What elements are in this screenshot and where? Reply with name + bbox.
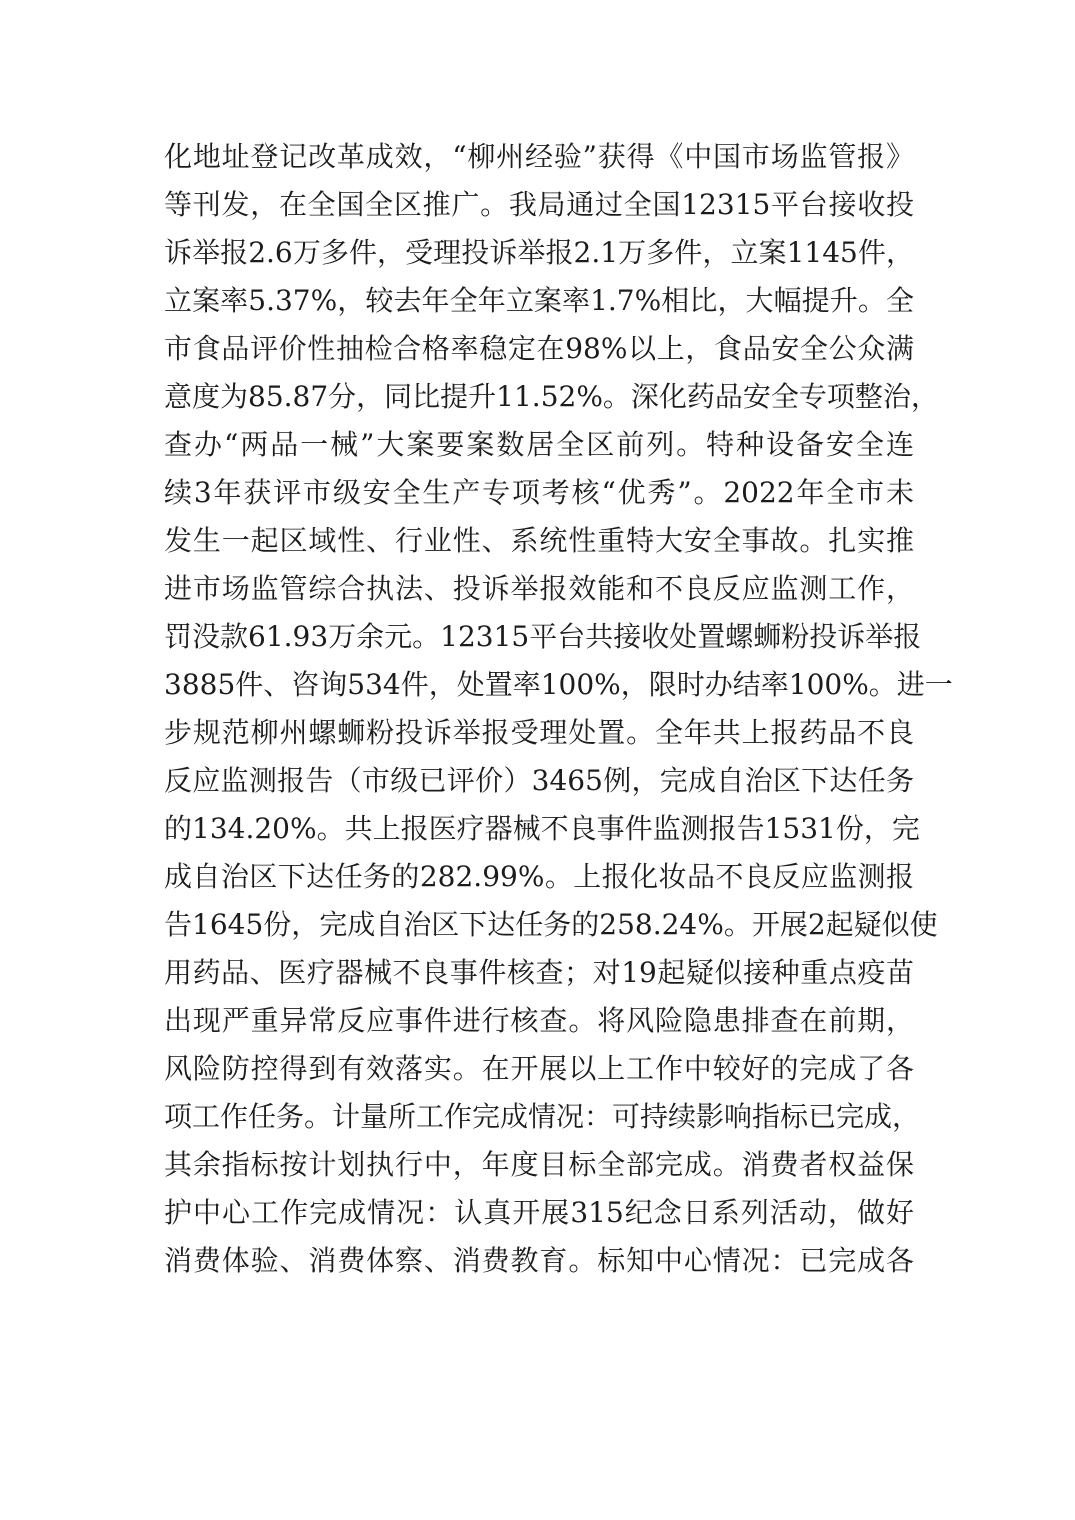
- text-line-2: 等刊发，在全国全区推广。我局通过全国12315平台接收投: [164, 188, 914, 221]
- text-line-21: 项工作任务。计量所工作完成情况：可持续影响指标已完成，: [164, 1100, 921, 1133]
- text-line-14: 反应监测报告（市级已评价）3465例，完成自治区下达任务: [164, 764, 914, 797]
- text-line-24: 消费体验、消费体察、消费教育。标知中心情况：已完成各: [164, 1244, 914, 1277]
- text-line-9: 发生一起区域性、行业性、系统性重特大安全事故。扎实推: [164, 524, 914, 557]
- text-line-22: 其余指标按计划执行中，年度目标全部完成。消费者权益保: [164, 1148, 914, 1181]
- body-text: [164, 133, 953, 1285]
- text-line-15: 的134.20%。共上报医疗器械不良事件监测报告1531份，完: [164, 812, 920, 845]
- text-line-17: 告1645份，完成自治区下达任务的258.24%。开展2起疑似使: [164, 908, 938, 941]
- text-line-23: 护中心工作完成情况：认真开展315纪念日系列活动，做好: [164, 1196, 914, 1229]
- text-line-7: 查办“两品一械”大案要案数居全区前列。特种设备安全连: [164, 428, 914, 461]
- text-line-19: 出现严重异常反应事件进行核查。将风险隐患排查在前期，: [164, 1004, 914, 1037]
- text-line-16: 成自治区下达任务的282.99%。上报化妆品不良反应监测报: [164, 860, 914, 893]
- text-line-5: 市食品评价性抽检合格率稳定在98%以上，食品安全公众满: [164, 332, 914, 365]
- text-line-11: 罚没款61.93万余元。12315平台共接收处置螺蛳粉投诉举报: [164, 620, 922, 653]
- text-line-6: 意度为85.87分，同比提升11.52%。深化药品安全专项整治，: [164, 380, 939, 413]
- text-line-10: 进市场监管综合执法、投诉举报效能和不良反应监测工作，: [164, 572, 914, 605]
- text-line-13: 步规范柳州螺蛳粉投诉举报受理处置。全年共上报药品不良: [164, 716, 914, 749]
- text-line-3: 诉举报2.6万多件，受理投诉举报2.1万多件，立案1145件，: [164, 236, 914, 269]
- text-line-8: 续3年获评市级安全生产专项考核“优秀”。2022年全市未: [164, 476, 914, 509]
- text-line-1: 化地址登记改革成效，“柳州经验”获得《中国市场监管报》: [164, 140, 914, 173]
- text-line-12: 3885件、咨询534件，处置率100%，限时办结率100%。进一: [164, 668, 953, 701]
- text-line-4: 立案率5.37%，较去年全年立案率1.7%相比，大幅提升。全: [164, 284, 914, 317]
- text-line-20: 风险防控得到有效落实。在开展以上工作中较好的完成了各: [164, 1052, 914, 1085]
- text-line-18: 用药品、医疗器械不良事件核查；对19起疑似接种重点疫苗: [164, 956, 914, 989]
